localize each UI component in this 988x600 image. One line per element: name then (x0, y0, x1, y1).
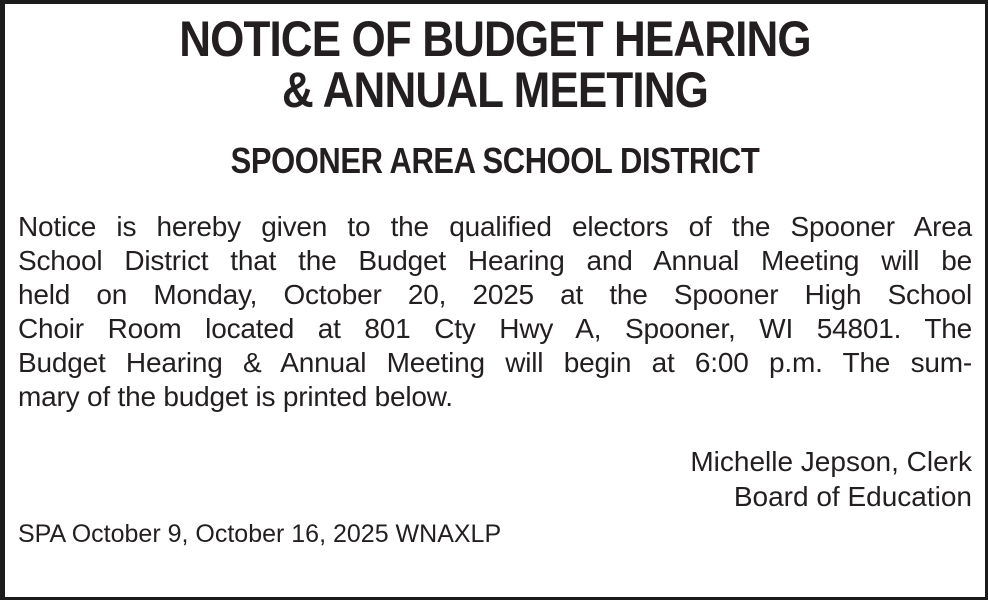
notice-body (18, 210, 972, 414)
title-line-2: & ANNUAL MEETING (282, 62, 708, 118)
clerk-name: Michelle Jepson, Clerk (690, 446, 972, 477)
body-line: held on Monday, October 20, 2025 at the Spooner High School (18, 279, 972, 310)
signature-block (18, 444, 972, 514)
notice-title (75, 11, 915, 118)
body-line: Choir Room located at 801 Cty Hwy A, Spooner, WI 54801. The (18, 313, 972, 344)
body-line: School District that the Budget Hearing and Annual Meeting will be (18, 245, 972, 276)
title-line-1: NOTICE OF BUDGET HEARING (179, 11, 811, 67)
district-name: SPOONER AREA SCHOOL DISTRICT (230, 140, 760, 181)
publication-line: SPA October 9, October 16, 2025 WNAXLP (18, 520, 502, 548)
body-line: Budget Hearing & Annual Meeting will begin at 6:00 p.m. The sum- (18, 347, 972, 378)
board-name: Board of Education (733, 481, 972, 512)
body-line: Notice is hereby given to the qualified electors of the Spooner Area (18, 211, 972, 242)
body-line: mary of the budget is printed below. (18, 381, 453, 412)
